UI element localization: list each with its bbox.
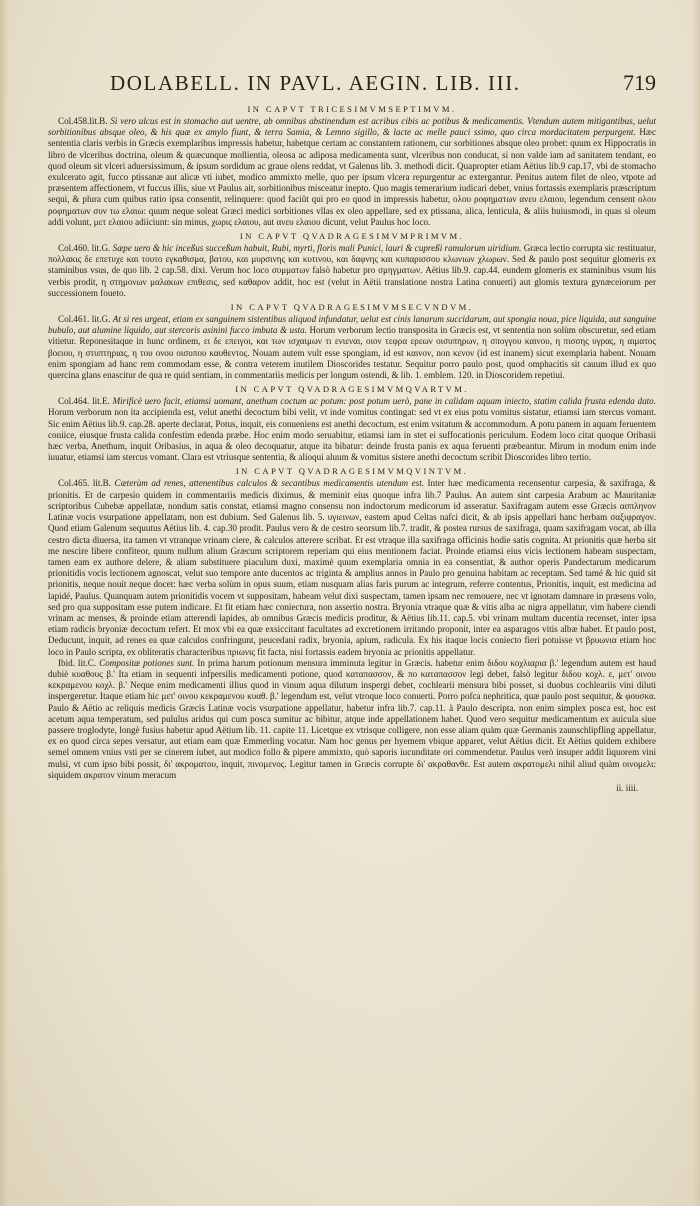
commentary-text: Horum verborum lectio transposita in Græcis est, vt sententia non solùm obscuretur, sed etiam vitietur. Reponesitaque in hunc ordinem, ει δε επειγοι, και των ισχαιμων τι ενιεναι, οιον τεφρα ερεων οισυπηρων, η σπογγου καινου, η πισσης υγρας, η αιματος βοειου, η στυπτηριας, η του ονου οισυπου καυθεντος. Nouam autem vult esse spongiam, id est καινον, non κενον (id est inanem) sicut exemplaria habent. Nouam enim spongiam ad hanc rem commodam esse, & contra veterem inutilem Dioscorides testatur. Sequitur porro paulo post, quod omphacitis sit cauum illud ex quo quercina glans enascitur de qua re quid sentiam, in commentariis medicis per longum ostendi, & lib. 1. emblem. 120. in Dioscoridem repetiui. <box>48 325 656 381</box>
commentary-text: Horum verborum non ita accipienda est, velut anethi decoctum bibi velit, vt inde vomitus contingat: sed vt ex eius potu vomitus sistatur, etiamsi iam stercus vomant. Sic enim Aëtius lib.9. cap.28. aperte declarat, Potus, inquit, eis conueniens est anethi decoctum, est enim vsitatum & accommodum. A potu panem in aquam feruentem coniice, eiusque frusta calida confestim edenda præbe. Hoc enim modo seruabitur, etiamsi iam in stet ei suffocationis periculum. Eodem loco citat quoque Oribasii hæc verba, Anethum, inquit Oribasius, in aqua & oleo decoquatur, atque ita bibatur: deinde frusta panis ex aqua feruenti præbeantur. Mirum in modum enim inde iuuatur, etiamsi iam stercus vomant. Clara est vtriusque sententia, & alioqui aluum & vomitus sistere anethi decoctum scribit Dioscorides libro tertio. <box>48 407 656 463</box>
lemma-quote: Si vero ulcus est in stomacho aut uentre, ab omnibus abstinendum est acribus cibis ac potibus & medicamentis. Vtendum autem mitigantibus, uelut sorbitionibus absque oleo, & his quæ ex amylo fiunt, & terra Samia, & Lemno sigillo, & lacte ac melle pauci ssimo, quo circa mordacitatem perpurgent. <box>48 116 656 138</box>
column-reference: Col.465. lit.B. <box>58 478 112 489</box>
paragraph <box>48 116 656 228</box>
column-reference: Col.461. lit.G. <box>58 314 111 325</box>
commentary-text: Hæc sententia claris verbis in Græcis exemplaribus impressis habetur, habetque certam ac constantem rationem, cur sorbitiones absque oleo probet: quum ex Hippocratis in libro de vlceribus doctrina, oleum & quæcunque mollientia, oleosa ac adiposa medicamenta sunt, vlceribus non conducat, si non valde iam ad sanitatem tendant, eo quod oleum sit vlceri aduersissimum, & ipsum sordidum ac graue olens reddat, vt Galenus lib. 3. methodi dicit. Quapropter etiam Aëtius lib.9 cap.17, vbi de stomacho exulcerato agit, fucco ptissanæ aut alicæ vti iubet, modico ammixto melle, quo per ipsum vlcera repurgentur ac extergantur. Penitus autem filet de oleo, vtpote ad præsentem affectionem, vt fuccus illis, siue vt Paulus ait, sorbitionibus misceatur inepto. Quo magis temerarium iudicari debet, vnius fortassis exemplaris præscriptum sequi, & plura cum quibus ratio ipsa consentit, relinquere: quod faciût qui pro eo quod in impressis habetur, ολου ροφηματων ανευ ελαιου, legendum censent ολου ροφηματων συν τω ελαιω: quum neque soleat Græci medici sorbitiones vllas ex oleo appellare, sed ex ptissana, alica, lenticula, & aliis huiusmodi, in quas si oleum addi volunt, μετ ελαιου adiiciunt: sin minus, χωρις ελαιου, aut ανευ ελαιου dicunt, velut Paulus hoc loco. <box>48 127 656 227</box>
commentary-text: In prima harum potionum mensura imminuta legitur in Græcis. habetur enim διδου κοχλιαρια β.' legendum autem est haud dubiè κυαθους β.' Ita etiam in sequenti infpersilis medicamenti potione, quod καταπασσον, & πο καταπασσον legi debet, falsò legitur διδου κοχλ. ε, μετ' οινου κεκραμενου κοχλ. β.' Neque enim medicamenti illius quod in vinum aqua dilutum inspergi debet, cochlearii mensura bibi posset, si duobus cochleariis vini diluti inspergeretur. Itaque etiam hic μετ' οινου κεκραμενου κυαθ. β.' legendum est, velut vtroque loco conuerti. Porro pofca nephritica, quæ paulo post sequitur, & φουσκα. Paulo & Aëtio ac reliquis medicis Græcis Latinæ vocis vsurpatione appellatur, habetur infra lib.7. cap.11. à Paulo descripta. non enim simplex posca est, hoc est acetum aqua temperatum, sed pululus aridus qui cum posca sumitur ac bibitur, atque inde appellationem habet. Quod vero sequitur medicamentum ex auicula siue passere troglodyte, longè fusius habetur apud Aëtium lib. 11. capite 11. Licetque ex vtrisque colligere, non esse aliam quàm quæ Germanis zaunschlipfling appellatur, ex eo quod circa sepes versatur, aut etiam eam quæ Emmerling vocatur. Nam hoc genus per hyemem vbique apparet, velut Aëtius dicit. Et Aëtius quidem exhibere semel omnem vnius vsti per se cinerem iubet, aut modico follo & pipere ammixto, quò saporis iucunditate ori commendetur. Paulus verò insuper addit liquorem vini mulsi, vt cum ipso bibi possit, δι' ακροματου, inquit, πινομενος. Legitur tamen in Græcis corrupte δι' ακραθανθε. Est autem ακρατομελι nihil aliud quàm οινομελι: siquidem ακρατον vinum meracum <box>48 657 656 780</box>
lemma-quote: Mirificè uero facit, etiamsi uomant, anethum coctum ac potum: post potum uerò, pane in calidam aquam iniecto, statim calida frusta edenda dato. <box>112 396 656 407</box>
paragraph <box>48 243 656 299</box>
lemma-quote: At si res urgeat, etiam ex sanguinem sistentibus aliquod infundatur, uelut est cinis lanarum succidarum, aut spongia noua, pice liquida, aut sanguine bubulo, aut alumine liquido, aut stercoris asinini fucco imbuta & usta. <box>48 314 657 336</box>
running-title: DOLABELL. IN PAVL. AEGIN. LIB. III. <box>110 71 521 95</box>
paragraph <box>48 314 656 381</box>
column-reference: Col.464. lit.E. <box>58 396 110 407</box>
commentary-text: Græca lectio corrupta sic restituatur, πολλακις δε επετυχε και τουτο εγκαθισμα, βατου, και μυρσινης και κυτινου, και δαφνης και κυπαρισσου κλωνιων χλωρων. Sed & paulo post sequitur glomeris ex staminibus vsus, de quo lib. 2 cap.58. dixi. Verum hoc loco συμματων falsò habetur pro σμηγματων. Aëtius lib.9. cap.44. eundem glomeris ex staminibus vsum his verbis prodit, η στημονων μαλακων επιθεσις, sed καθαρον addit, hoc est (velut in Aëtii translatione nostra Latina conuerti) aut glomis textura gynæceiorum per successionem foueto. <box>48 243 657 298</box>
page-edge-shadow-left <box>0 0 8 1206</box>
column-reference: Col.460. lit.G. <box>58 243 111 254</box>
chapter-heading: IN CAPVT QVADRAGESIMVMQVINTVM. <box>235 466 469 477</box>
signature-mark: ii. iiii. <box>616 782 638 793</box>
paragraph <box>48 478 656 657</box>
chapter-heading: IN CAPVT QVADRAGESIMVMSECVNDVM. <box>230 302 474 313</box>
paragraph <box>48 658 656 781</box>
column-reference: Ibid. lit.C. <box>58 657 97 668</box>
running-head <box>110 70 656 96</box>
column-reference: Col.458.lit.B. <box>58 116 108 126</box>
page-number: 719 <box>623 70 656 95</box>
lemma-quote: Compositæ potiones sunt. <box>99 657 195 668</box>
lemma-quote: Cæterùm ad renes, attenentibus calculos & secantibus medicamentis utendum est. <box>114 478 425 489</box>
commentary-text: Inter hæc medicamenta recensentur carpesia, & saxifraga, & prionitis. Et de carpesio quidem in commentariis medicis diximus, & meminit eius quoque infra lib.7 Paulus. An autem sint carpesia Arabum ac Mauritaniæ scriptoribus Cubebæ appellatæ, nondum satis constat, etiamsi magno consensu non indoctorum medicorum id asseratur. Saxifragam autem esse Græcis ασπληνον Latinæ vocis vsurpatione appellatam, non est dubium. Sed Galenus lib. 5. υγιεινων, eastem apud Celtas nafci dicit, & ab ipsis appellari hanc herbam σαξιφραγον. Quod etiam Galenum sequutus Aëtius lib. 4. cap.30 prodit. Paulus vero & de cestro seorsum lib.7. tradit, & postea rursus de saxifraga, quam saxifragam vocat, ab illa cestro dicta diuersa, ita tamen vt vtranque vrinam ciere, & calculos atterere scribat. Et est vtraque illa saxifraga officinis hodie satis cognita. At prionitis quæ herba sit me nescire libere confiteor, quum nullum alium Græcum scriptorem reperiam qui eius mentionem faciat. Proinde etiamsi eius vicis lectionem habeam suspectam, tamen eam ex authore delere, & aliam substituere piaculum duxi, maximè quum exemplaria omnia in ea consentiat, & author operis Pandectarum medicarum prionitidis vocis lectionem agnoscat, velut suo tempore ante ducentos ac triginta & amplius annos in Paulo pro genuina habitam ac receptam. Sed tamé & hic quid sit prionitis, neque nouit neque docet: hæc verba solùm in opus suum, etiam nusquam alias faris purum ac integrum, referre contentus, Prionitis, inquit, est medicina ad lapidé, Paulus. Quanquam autem prionitidis vocem vt suppositam, habeam velut dixi suspectam, tamen ipsam nec remouere, nec vt ignotam damnare in præsens volo, sed pro qua suppositam esse putem indicare. Et fit etiam hæc coniectura, non assertio nostra. Bryonia vtraque quæ & vitis alba ac nigra appellatur, vim habere ciendi vrinam ac menses, & proinde etiam atterendi lapides, ab omnibus Græcis medicis proditur, & Aëtius lib.11. cap.5. vbi vrinam multam ducentia recenset, inter ipsa etiam radicis bryoniæ decoctum refert. Et mox vbi ea quæ exsiccitant facultates ad excretionem irritando proponit, inter ea asparagos vitis albæ habet. Et paulo post, Deducunt, inquit, ad renes ea quæ calculos confringunt, peucedani radix, bryonia, apium, radicula. Ex his itaque locis coniecto fieri potuisse vt βρυωνια etiam hoc loco in Paulo scripta, ex obliteratis characteribus πριωνις fit facta, nisi fortassis eadem bryonia ac prionitis appellatur. <box>48 478 657 657</box>
lemma-quote: Sæpe uero & hic inceßus succeßum habuit, Rubi, myrti, floris mali Punici, lauri & cupreßi ramulorum uiridium. <box>112 243 522 254</box>
chapter-heading: IN CAPVT TRICESIMVMSEPTIMVM. <box>247 104 457 114</box>
paragraph <box>48 396 656 463</box>
chapter-heading: IN CAPVT QVADRAGESIMVMPRIMVM. <box>239 231 465 242</box>
chapter-heading: IN CAPVT QVADRAGESIMVMQVARTVM. <box>235 384 469 395</box>
page-edge-shadow-right <box>692 0 700 1206</box>
